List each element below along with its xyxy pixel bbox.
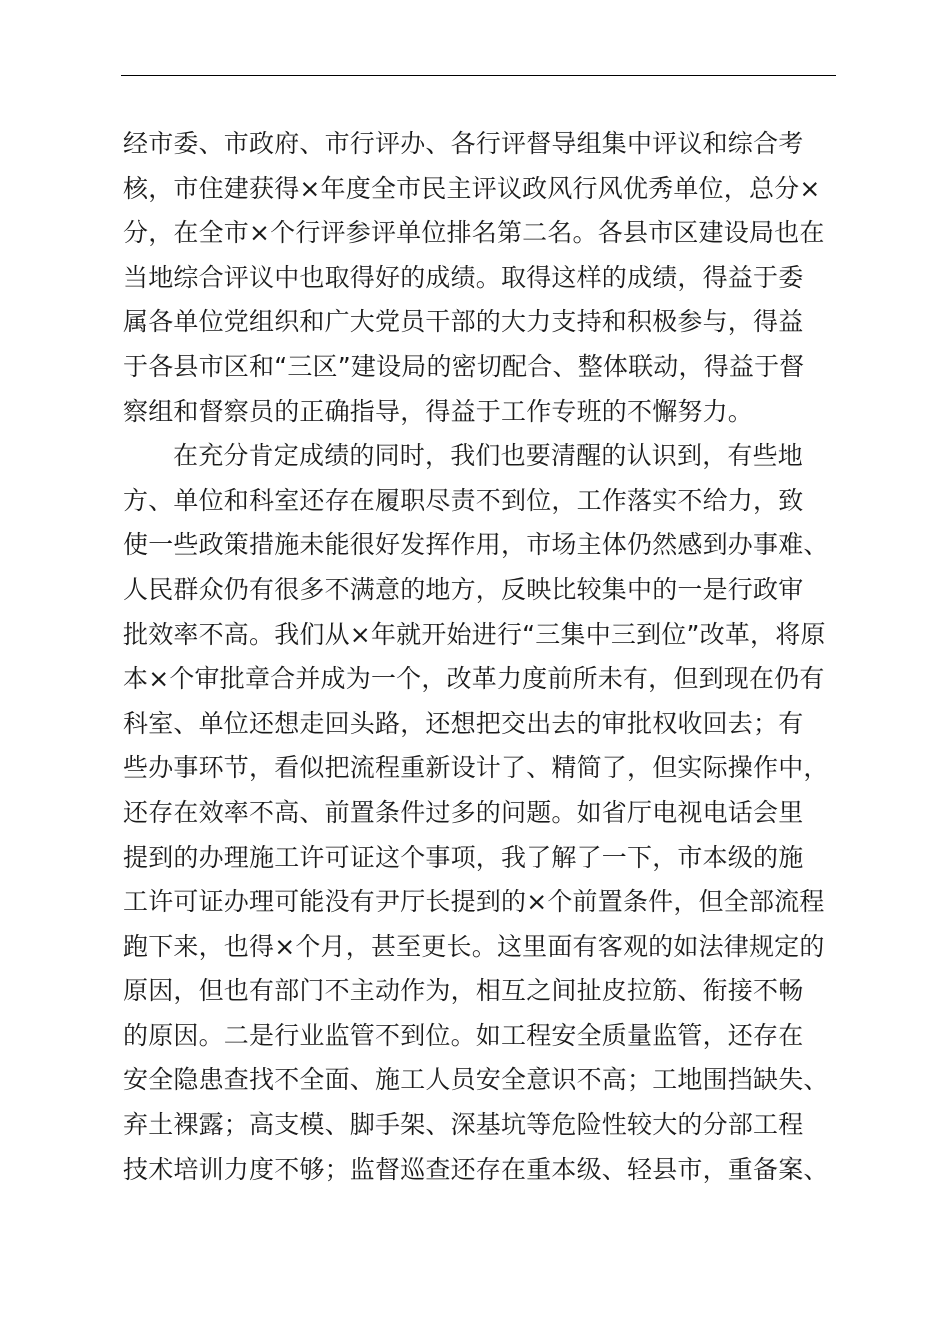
text-line: 原因，但也有部门不主动作为，相互之间扯皮拉筋、衔接不畅 [123, 976, 804, 1006]
text-line: 安全隐患查找不全面、施工人员安全意识不高；工地围挡缺失、 [123, 1065, 829, 1095]
text-line: 些办事环节，看似把流程重新设计了、精简了，但实际操作中， [123, 753, 829, 783]
text-line: 还存在效率不高、前置条件过多的问题。如省厅电视电话会里 [123, 797, 804, 827]
body-text [123, 122, 853, 1192]
text-line: 方、单位和科室还存在履职尽责不到位，工作落实不给力，致 [123, 485, 804, 515]
text-line: 工许可证办理可能没有尹厅长提到的×个前置条件，但全部流程 [123, 887, 825, 917]
text-line: 弃土裸露；高支模、脚手架、深基坑等危险性较大的分部工程 [123, 1110, 804, 1140]
text-line: 人民群众仍有很多不满意的地方，反映比较集中的一是行政审 [123, 574, 804, 604]
text-line: 技术培训力度不够；监督巡查还存在重本级、轻县市，重备案、 [123, 1154, 829, 1184]
text-line: 提到的办理施工许可证这个事项，我了解了一下，市本级的施 [123, 842, 804, 872]
header-rule [121, 75, 836, 76]
text-line: 分，在全市×个行评参评单位排名第二名。各县市区建设局也在 [123, 218, 825, 248]
text-line: 当地综合评议中也取得好的成绩。取得这样的成绩，得益于委 [123, 262, 804, 292]
text-line: 科室、单位还想走回头路，还想把交出去的审批权收回去；有 [123, 708, 804, 738]
text-line: 属各单位党组织和广大党员干部的大力支持和积极参与，得益 [123, 307, 804, 337]
text-line: 核，市住建获得×年度全市民主评议政风行风优秀单位，总分× [123, 173, 821, 203]
text-line: 的原因。二是行业监管不到位。如工程安全质量监管，还存在 [123, 1020, 804, 1050]
text-line: 察组和督察员的正确指导，得益于工作专班的不懈努力。 [123, 396, 754, 426]
text-line: 于各县市区和“三区”建设局的密切配合、整体联动，得益于督 [123, 351, 805, 381]
text-line: 本×个审批章合并成为一个，改革力度前所未有，但到现在仍有 [123, 664, 825, 694]
text-line: 跑下来，也得×个月，甚至更长。这里面有客观的如法律规定的 [123, 931, 825, 961]
paragraph-first-line: 在充分肯定成绩的同时，我们也要清醒的认识到，有些地 [173, 441, 804, 471]
text-line: 批效率不高。我们从×年就开始进行“三集中三到位”改革，将原 [123, 619, 826, 649]
text-line: 使一些政策措施未能很好发挥作用，市场主体仍然感到办事难、 [123, 530, 829, 560]
text-line: 经市委、市政府、市行评办、各行评督导组集中评议和综合考 [123, 129, 804, 158]
